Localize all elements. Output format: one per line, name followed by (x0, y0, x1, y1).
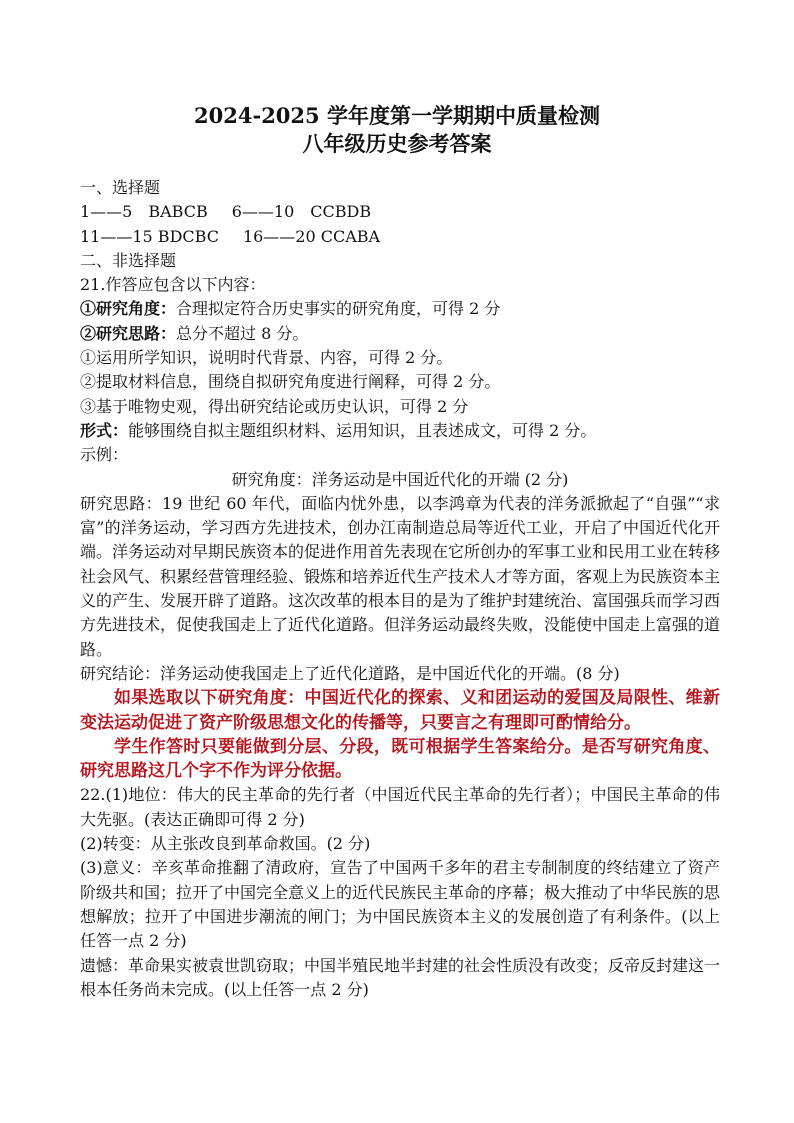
q22-part-2: (2)转变：从主张改良到革命救国。(2 分) (80, 834, 371, 854)
example-angle: 研究角度：洋务运动是中国近代化的开端 (2 分) (231, 469, 569, 489)
idea-text: 总分不超过 8 分。 (176, 323, 309, 343)
form-text: 能够围绕自拟主题组织材料、运用知识，且表述成文，可得 2 分。 (128, 420, 597, 440)
example-label: 示例： (80, 445, 129, 465)
answer-range-11-15: 11——15 BDCBC (80, 226, 219, 246)
answer-range-16-20: 16——20 CCABA (242, 226, 381, 246)
q22-regret: 遗憾：革命果实被袁世凯窃取；中国半殖民地半封建的社会性质没有改变；反帝反封建这一根本任务尚未完成。(以上任答一点 2 分) (80, 955, 721, 999)
document-body (80, 176, 720, 1002)
q21-item-3: ③基于唯物史观，得出研究结论或历史认识，可得 2 分 (80, 396, 469, 416)
document-title: 2024-2025 学年度第一学期期中质量检测 (194, 103, 600, 128)
document-subtitle: 八年级历史参考答案 (302, 131, 492, 156)
section-heading-nonchoice: 二、非选择题 (80, 250, 177, 270)
q21-intro: 21.作答应包含以下内容： (80, 275, 266, 295)
q21-idea (80, 322, 720, 346)
grading-note-2: 学生作答时只要能做到分层、分段，既可根据学生答案给分。是否写研究角度、研究思路这几个字不作为评分依据。 (80, 736, 720, 782)
angle-text: 合理拟定符合历史事实的研究角度，可得 2 分 (176, 299, 501, 319)
q21-item-2: ②提取材料信息，围绕自拟研究角度进行阐释，可得 2 分。 (80, 372, 501, 392)
angle-label: ①研究角度： (80, 299, 177, 319)
form-label: 形式： (80, 420, 129, 440)
answer-range-6-10: 6——10 CCBDB (231, 202, 372, 222)
q22-part-3: (3)意义：辛亥革命推翻了清政府，宣告了中国两千多年的君主专制制度的终结建立了资产阶级共和国；拉开了中国完全意义上的近代民族民主革命的序幕；极大推动了中华民族的思想解放；拉开了中国进步潮流的闸门；为中国民族资本主义的发展创造了有利条件。(以上任答一点 2 分) (80, 858, 721, 951)
answer-row-2 (80, 225, 720, 249)
grading-note-1: 如果选取以下研究角度：中国近代化的探索、义和团运动的爱国及局限性、维新变法运动促进了资产阶级思想文化的传播等，只要言之有理即可酌情给分。 (80, 688, 720, 733)
q21-form (80, 419, 720, 443)
example-idea: 研究思路：19 世纪 60 年代，面临内忧外患，以李鸿章为代表的洋务派掀起了“自强”“求富”的洋务运动，学习西方先进技术，创办江南制造总局等近代工业，开启了中国近代化开端。洋务运动对早期民族资本的促进作用首先表现在它所创办的军事工业和民用工业在转移社会风气、积累经营管理经验、锻炼和培养近代生产技术人才等方面，客观上为民族资本主义的产生、发展开辟了道路。这次改革的根本目的是为了维护封建统治、富国强兵而学习西方先进技术，促使我国走上了近代化道路。但洋务运动最终失败，没能使中国走上富强的道路。 (80, 493, 721, 659)
q22-part-1: 22.(1)地位：伟大的民主革命的先行者（中国近代民主革命的先行者）；中国民主革命的伟大先驱。(表达正确即可得 2 分) (80, 785, 720, 829)
idea-label: ②研究思路： (80, 323, 177, 343)
answer-row-1 (80, 200, 720, 224)
answer-range-1-5: 1——5 BABCB (80, 202, 208, 222)
example-conclusion: 研究结论：洋务运动使我国走上了近代化道路，是中国近代化的开端。(8 分) (80, 663, 620, 683)
q21-item-1: ①运用所学知识，说明时代背景、内容，可得 2 分。 (80, 348, 453, 368)
section-heading-choice: 一、选择题 (80, 178, 161, 197)
q21-angle (80, 297, 720, 321)
